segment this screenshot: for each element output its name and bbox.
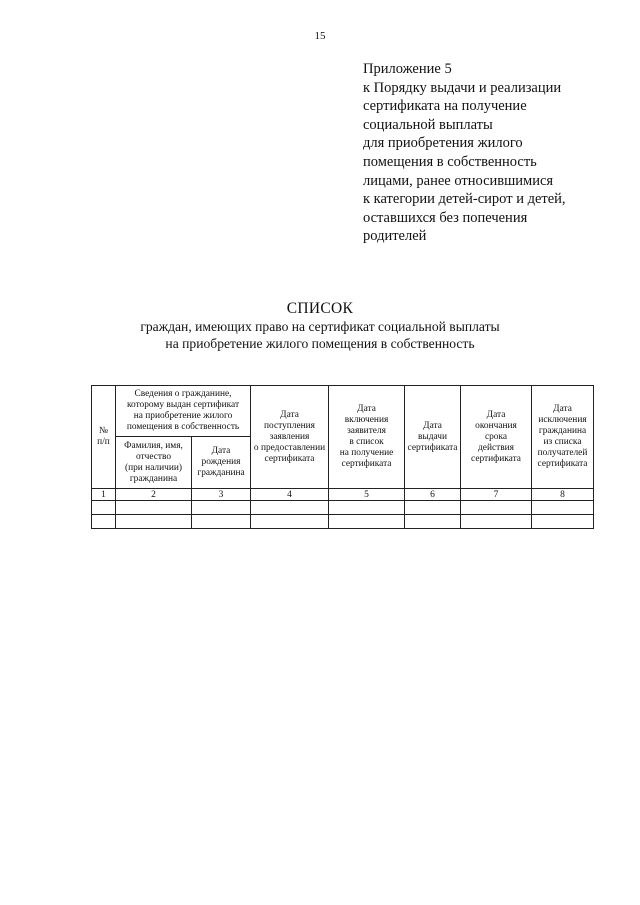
appendix-line: Приложение 5: [363, 61, 452, 77]
col-header-issue-date: Дата выдачи сертификата: [405, 386, 461, 489]
col-header-inclusion-date: Дата включения заявителя в список на получение сертификата: [329, 386, 405, 489]
column-number: 4: [251, 489, 329, 501]
appendix-line: к Порядку выдачи и реализации: [363, 79, 562, 96]
table-row: [92, 501, 594, 515]
citizens-table: [91, 385, 594, 529]
appendix-line: социальной выплаты: [363, 116, 493, 133]
list-title: СПИСОК: [286, 300, 354, 317]
appendix-line: к категории детей-сирот и детей,: [363, 191, 566, 208]
table-cell: [251, 515, 329, 529]
list-subtitle: [0, 318, 640, 352]
column-number: 6: [405, 489, 461, 501]
col-header-birth-date: Дата рождения гражданина: [192, 437, 251, 489]
column-number: 7: [461, 489, 532, 501]
table-row: [92, 515, 594, 529]
col-header-citizen-info: Сведения о гражданине, которому выдан сертификат на приобретение жилого помещения в собственность: [116, 386, 251, 437]
table-cell: [251, 501, 329, 515]
table-cell: [461, 515, 532, 529]
column-number: 2: [116, 489, 192, 501]
col-header-expiry-date: Дата окончания срока действия сертификата: [461, 386, 532, 489]
table-cell: [405, 501, 461, 515]
column-number: 3: [192, 489, 251, 501]
table-cell: [92, 501, 116, 515]
column-number: 1: [92, 489, 116, 501]
table-cell: [329, 501, 405, 515]
table-cell: [532, 501, 594, 515]
col-header-number: № п/п: [92, 386, 116, 489]
table-cell: [92, 515, 116, 529]
appendix-line: родителей: [363, 228, 427, 245]
list-subtitle-line: на приобретение жилого помещения в собственность: [165, 336, 475, 351]
table-cell: [532, 515, 594, 529]
col-header-exclusion-date: Дата исключения гражданина из списка получателей сертификата: [532, 386, 594, 489]
col-header-full-name: Фамилия, имя, отчество (при наличии) гражданина: [116, 437, 192, 489]
list-subtitle-line: граждан, имеющих право на сертификат социальной выплаты: [140, 319, 500, 334]
page-number: 15: [314, 30, 326, 42]
table-cell: [329, 515, 405, 529]
appendix-note: [363, 60, 623, 246]
appendix-line: оставшихся без попечения: [363, 209, 528, 226]
column-number: 5: [329, 489, 405, 501]
col-header-application-date: Дата поступления заявления о предоставлении сертификата: [251, 386, 329, 489]
appendix-line: помещения в собственность: [363, 153, 537, 170]
appendix-line: лицами, ранее относившимися: [363, 172, 554, 189]
appendix-line: сертификата на получение: [363, 98, 527, 115]
table-cell: [405, 515, 461, 529]
table-cell: [116, 501, 192, 515]
column-number-row: [92, 489, 594, 501]
column-number: 8: [532, 489, 594, 501]
table-cell: [192, 501, 251, 515]
table-cell: [461, 501, 532, 515]
table-cell: [116, 515, 192, 529]
table-cell: [192, 515, 251, 529]
appendix-line: для приобретения жилого: [363, 135, 523, 152]
